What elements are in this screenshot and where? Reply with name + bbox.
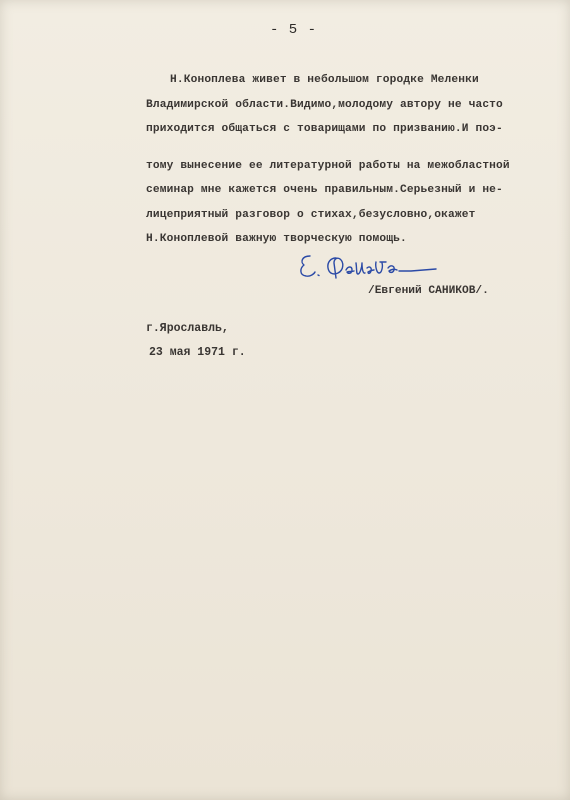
signatory-name: /Евгений САНИКОВ/. (368, 285, 489, 297)
paragraph-line: семинар мне кажется очень правильным.Серьезный и не- (146, 184, 503, 196)
page-number: - 5 - (270, 22, 318, 38)
paragraph-line: Н.Коноплевой важную творческую помощь. (146, 233, 407, 245)
paragraph-line: лицеприятный разговор о стихах,безусловно,окажет (146, 209, 476, 221)
paragraph-line: Н.Коноплева живет в небольшом городке Меленки (170, 74, 479, 86)
handwritten-signature (296, 248, 496, 284)
date-line: 23 мая 1971 г. (149, 346, 246, 359)
place-line: г.Ярославль, (146, 322, 229, 335)
paragraph-line: приходится общаться с товарищами по призванию.И поэ- (146, 123, 503, 135)
paragraph-line: Владимирской области.Видимо,молодому автору не часто (146, 99, 503, 111)
paragraph-line: тому вынесение ее литературной работы на межобластной (146, 160, 510, 172)
